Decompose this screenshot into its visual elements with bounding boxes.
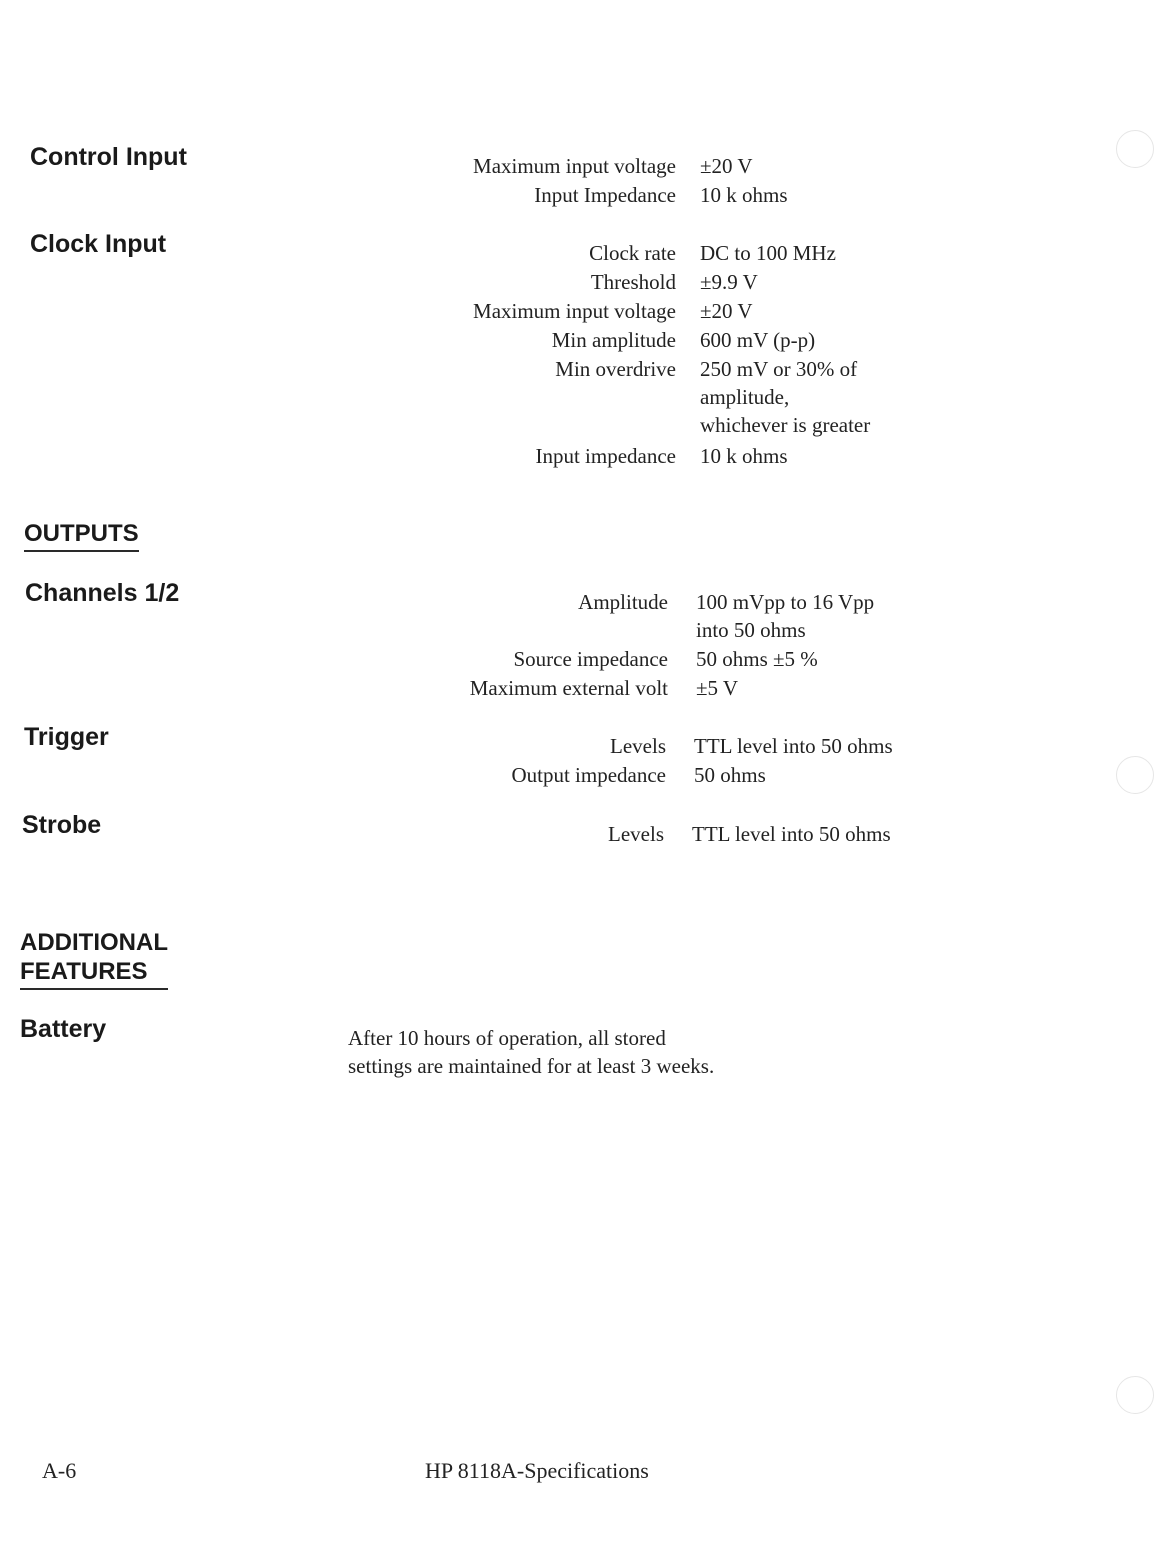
spec-value: TTL level into 50 ohms	[694, 734, 893, 758]
spec-value: 10 k ohms	[700, 183, 788, 207]
spec-label: Maximum input voltage	[473, 299, 676, 323]
heading-trigger: Trigger	[24, 723, 109, 751]
spec-row	[0, 645, 1176, 675]
punch-hole-mark	[1116, 756, 1154, 794]
battery-description	[348, 1024, 714, 1080]
spec-label: Maximum input voltage	[473, 154, 676, 178]
spec-label: Threshold	[590, 270, 676, 294]
section-title-line: ADDITIONAL	[20, 929, 168, 956]
heading-clock-input: Clock Input	[30, 230, 167, 258]
heading-channels: Channels 1/2	[25, 579, 180, 607]
spec-value-line: whichever is greater	[700, 413, 871, 437]
page-number: A-6	[42, 1458, 77, 1483]
spec-row	[0, 239, 1176, 269]
spec-value: 10 k ohms	[700, 444, 788, 468]
section-title-line: FEATURES	[20, 958, 148, 985]
spec-row	[0, 326, 1176, 356]
spec-value: ±5 V	[696, 676, 739, 700]
spec-value: ±9.9 V	[700, 270, 758, 294]
spec-row	[0, 297, 1176, 327]
spec-label: Min amplitude	[551, 328, 676, 352]
spec-value-line: into 50 ohms	[696, 618, 806, 642]
spec-value: DC to 100 MHz	[700, 241, 836, 265]
spec-label: Maximum external volt	[469, 676, 668, 700]
spec-label: Input impedance	[535, 444, 676, 468]
spec-label: Levels	[608, 822, 664, 846]
footer-title: HP 8118A-Specifications	[425, 1458, 649, 1483]
spec-value: 600 mV (p-p)	[700, 328, 816, 352]
spec-value	[700, 355, 870, 439]
spec-row	[0, 442, 1176, 472]
spec-row	[0, 181, 1176, 211]
spec-value: 50 ohms ±5 %	[696, 647, 818, 671]
punch-hole-mark	[1116, 1376, 1154, 1414]
section-title-additional-features	[20, 928, 168, 990]
spec-row	[0, 588, 1176, 642]
heading-control-input: Control Input	[30, 143, 187, 171]
spec-label: Source impedance	[513, 647, 668, 671]
spec-row	[0, 674, 1176, 704]
battery-text-line: settings are maintained for at least 3 weeks.	[348, 1054, 715, 1078]
spec-value-line: 250 mV or 30% of	[700, 357, 858, 381]
spec-row	[0, 152, 1176, 182]
spec-value-line: amplitude,	[700, 385, 790, 409]
spec-value: ±20 V	[700, 154, 753, 178]
spec-value: TTL level into 50 ohms	[692, 822, 891, 846]
section-title-outputs: OUTPUTS	[24, 520, 139, 552]
spec-label: Min overdrive	[555, 357, 676, 381]
spec-row	[0, 732, 1176, 762]
spec-row	[0, 761, 1176, 791]
punch-hole-mark	[1116, 130, 1154, 168]
spec-label: Amplitude	[578, 590, 668, 614]
spec-label: Input Impedance	[534, 183, 676, 207]
spec-label: Clock rate	[589, 241, 676, 265]
spec-label: Output impedance	[511, 763, 666, 787]
battery-text-line: After 10 hours of operation, all stored	[348, 1026, 666, 1050]
spec-value-line: 100 mVpp to 16 Vpp	[696, 590, 875, 614]
spec-value: ±20 V	[700, 299, 753, 323]
spec-value: 50 ohms	[694, 763, 766, 787]
spec-row	[0, 355, 1176, 437]
heading-battery: Battery	[20, 1015, 107, 1043]
spec-label: Levels	[610, 734, 666, 758]
heading-strobe: Strobe	[22, 811, 102, 839]
spec-row	[0, 268, 1176, 298]
spec-value	[696, 588, 874, 644]
spec-row	[0, 820, 1176, 850]
